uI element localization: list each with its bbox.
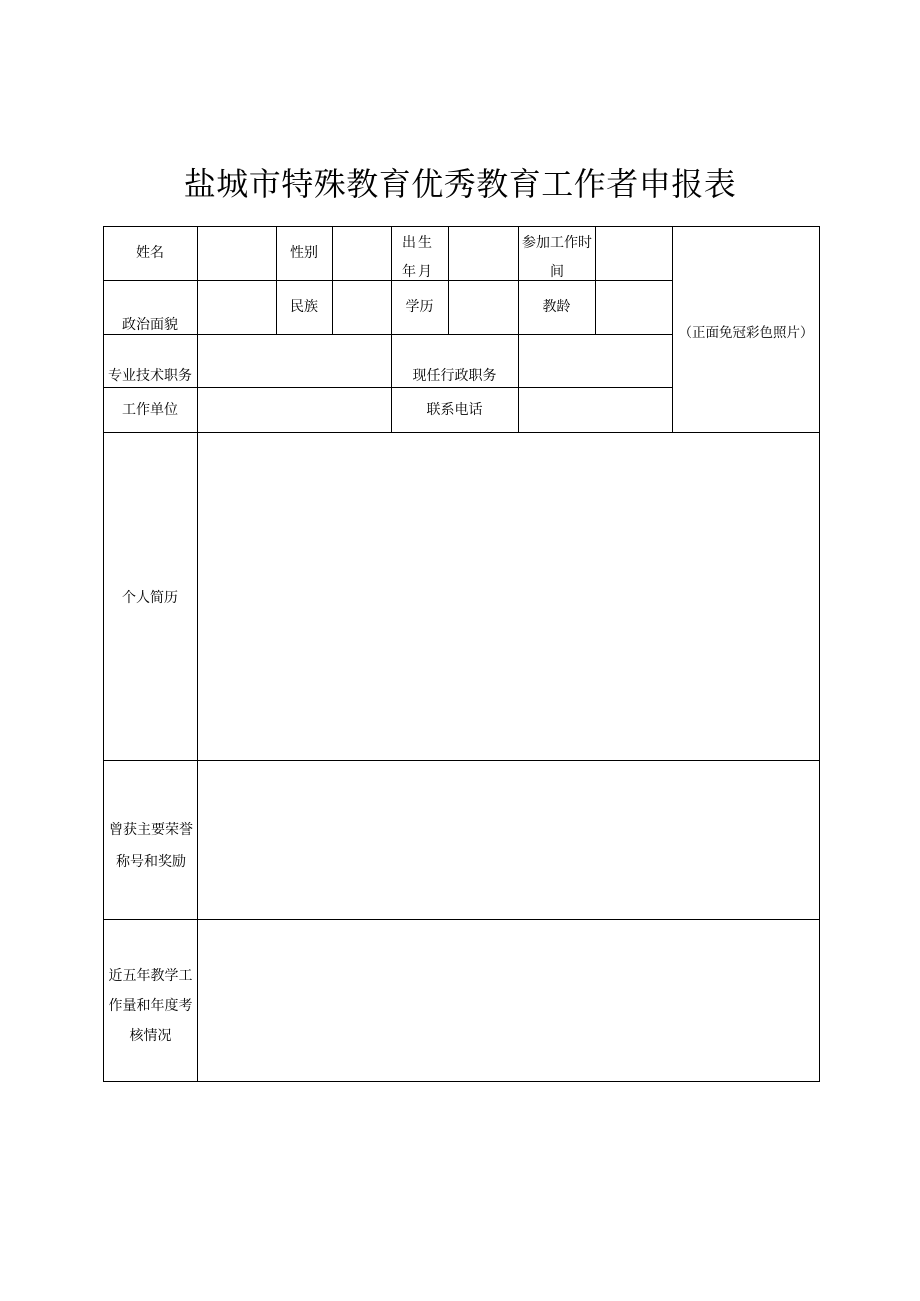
column-divider (332, 226, 333, 334)
ethnicity-label: 民族 (290, 299, 318, 315)
name-label: 姓名 (136, 245, 164, 261)
work-start-label: 参加工作时间 (522, 235, 592, 280)
birth-label: 出生年月 (402, 235, 434, 280)
political-label: 政治面貌 (122, 317, 178, 333)
row-divider (103, 432, 820, 433)
gender-label: 性别 (290, 245, 318, 261)
professional-title-label: 专业技术职务 (108, 368, 192, 384)
resume-label: 个人简历 (122, 590, 178, 606)
honors-label: 曾获主要荣誉称号和奖励 (109, 822, 193, 870)
table-border-bottom (103, 1081, 820, 1082)
teaching-years-label: 教龄 (542, 299, 571, 315)
column-divider (595, 226, 596, 334)
work-unit-label: 工作单位 (122, 402, 178, 418)
column-divider (448, 226, 449, 334)
row-divider (103, 760, 820, 761)
page-title: 盐城市特殊教育优秀教育工作者申报表 (183, 165, 737, 203)
workload-label: 近五年教学工作量和年度考核情况 (108, 968, 193, 1044)
table-border-top (103, 226, 820, 227)
row-divider (103, 919, 820, 920)
admin-position-label: 现任行政职务 (412, 368, 497, 384)
table-border-right (819, 226, 820, 1082)
column-divider (518, 226, 519, 432)
column-divider (197, 226, 198, 1082)
table-border-left (103, 226, 104, 1082)
phone-label: 联系电话 (426, 402, 483, 418)
photo-placeholder: （正面免冠彩色照片） (678, 325, 814, 341)
education-label: 学历 (405, 299, 434, 315)
